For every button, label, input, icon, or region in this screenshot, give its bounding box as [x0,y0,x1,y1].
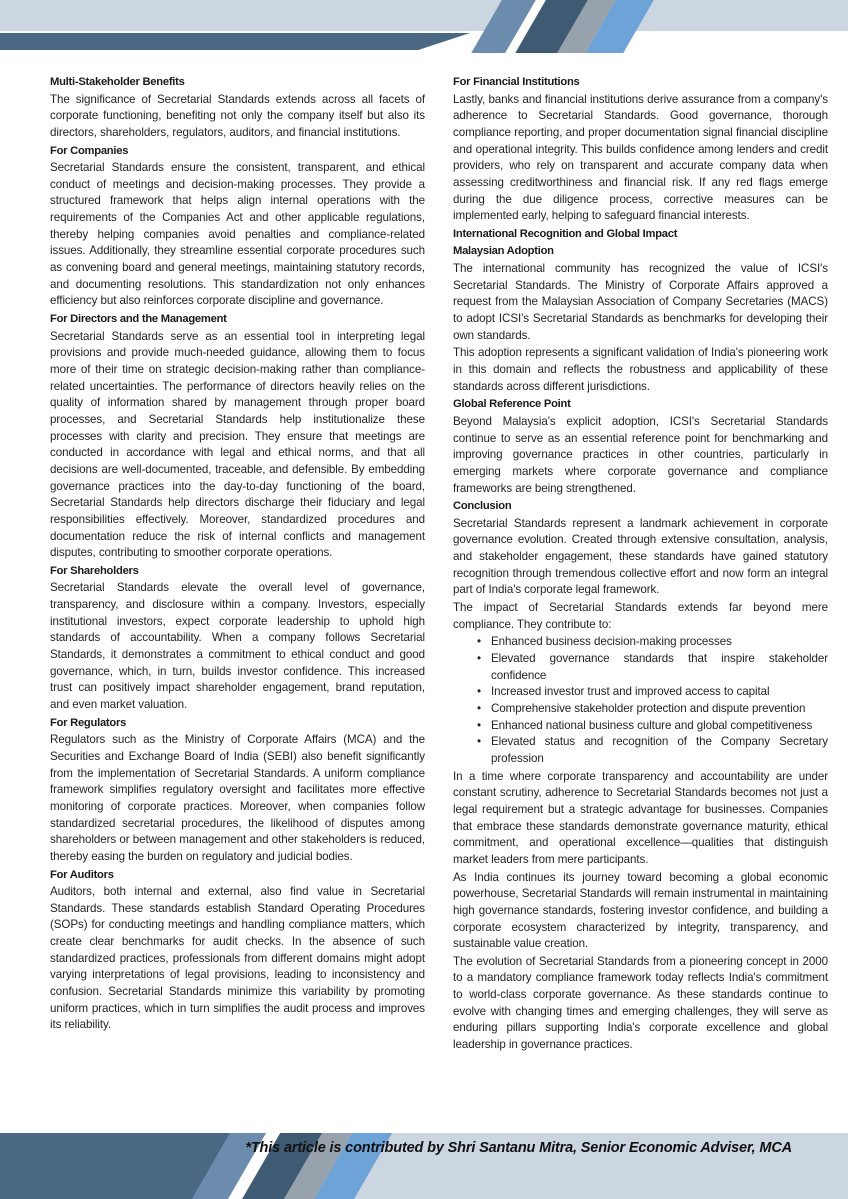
section-heading-for-shareholders: For Shareholders [50,564,139,577]
section-heading-for-directors-and-the-management: For Directors and the Management [50,313,227,326]
section-heading-conclusion: Conclusion [453,500,512,513]
list-item: • Elevated governance standards that inspire stakeholder confidence [491,651,828,684]
list-item: • Comprehensive stakeholder protection and dispute prevention [491,701,828,718]
footer-attribution: *This article is contributed by Shri Santanu Mitra, Senior Economic Adviser, MCA [245,1140,792,1156]
paragraph-conclusion-lead-in: The impact of Secretarial Standards extends far beyond mere compliance. They contribute to: [453,601,828,631]
paragraph-conclusion-3: As India continues its journey toward becoming a global economic powerhouse, Secretarial Standards will remain instrumental in maintaining high governance standards, fostering investor confidence, and building a corporate ecosystem characterized by integrity, transparency, and sustainable value creation. [453,870,828,951]
paragraph-for-directors-and-the-management: Secretarial Standards serve as an essential tool in interpreting legal provisions and provide much-needed guidance, allowing them to focus more of their time on strategic decision-making rather than compliance-related uncertainties. The performance of directors heavily relies on the quality of information shared by management through proper board processes, and Secretarial Standards help institutionalize these processes with clarity and precision. They ensure that meetings are conducted in accordance with legal and ethical norms, and that all decisions are well-documented, traceable, and defensible. By embedding governance practices into the day-to-day functioning of the board, Secretarial Standards help directors discharge their fiduciary and legal responsibilities effectively. Moreover, standardized procedures and documentation reduce the risk of internal conflicts and management disputes, contributing to smoother corporate operations. [50,329,425,560]
paragraph-for-financial-institutions: Lastly, banks and financial institutions derive assurance from a company's adherence to Secretarial Standards. Good governance, thorough compliance reporting, and proper documentation signal financial discipline and operational integrity. This builds confidence among lenders and credit providers, who rely on transparent and accurate company data when assessing creditworthiness and financial risk. If any red flags emerge during the due diligence process, corrective measures can be implemented early, helping to safeguard financial interests. [453,92,828,223]
paragraph-global-reference-point: Beyond Malaysia's explicit adoption, ICSI's Secretarial Standards continue to serve as an essential reference point for benchmarking and improving governance practices in other countries, particularly in emerging markets where corporate governance and compliance frameworks are being strengthened. [453,414,828,495]
left-column [50,74,425,1124]
paragraph-conclusion-4: The evolution of Secretarial Standards from a pioneering concept in 2000 to a mandatory compliance framework today reflects India's commitment to world-class corporate governance. As these standards continue to evolve with changing times and emerging challenges, they will serve as enduring pillars supporting India's corporate excellence and global leadership in governance practices. [453,954,828,1052]
paragraph-for-companies: Secretarial Standards ensure the consistent, transparent, and ethical conduct of meetings and decision-making processes. They provide a structured framework that helps align internal operations with the requirements of the Companies Act and other applicable regulations, thereby helping companies avoid penalties and compliance-related issues. Additionally, they streamline essential corporate procedures such as convening board and general meetings, maintaining statutory records, and documenting resolutions. This standardization not only enhances efficiency but also reinforces corporate discipline and governance. [50,161,425,308]
section-heading-for-regulators: For Regulators [50,716,127,729]
list-item: • Elevated status and recognition of the Company Secretary profession [491,734,828,767]
header-diagonal-stripes [470,0,848,53]
section-heading-international-recognition-and-global-impact: International Recognition and Global Impact [453,227,678,240]
paragraph-for-auditors: Auditors, both internal and external, also find value in Secretarial Standards. These standards establish Standard Operating Procedures (SOPs) for conducting meetings and handling compliance matters, which create clear benchmarks for audit checks. In the absence of such standardized practices, professionals from different domains might adopt varying interpretations of legal provisions, leading to inconsistency and confusion. Secretarial Standards minimize this variability by promoting uniform practices, which in turn simplifies the audit process and improves its reliability. [50,885,425,1032]
section-heading-malaysian-adoption: Malaysian Adoption [453,245,554,258]
paragraph-for-shareholders: Secretarial Standards elevate the overall level of governance, transparency, and disclosure within a company. Investors, especially institutional investors, expect corporate leadership to uphold high standards of accountability. When a company follows Secretarial Standards, it demonstrates a commitment to ethical conduct and good governance, which, in turn, builds investor confidence. This increased trust can positively impact shareholder engagement, brand reputation, and even market valuation. [50,581,425,712]
section-heading-global-reference-point: Global Reference Point [453,398,571,411]
section-heading-for-financial-institutions: For Financial Institutions [453,76,580,88]
paragraph-conclusion-1: Secretarial Standards represent a landmark achievement in corporate governance evolution. Created through extensive consultation, analysis, and stakeholder engagement, these standards have gained statutory recognition through tremendous collective effort and now form an integral part of India's corporate legal framework. [453,516,828,597]
section-heading-for-companies: For Companies [50,144,129,157]
section-heading-for-auditors: For Auditors [50,868,114,881]
header-slate-bar [0,33,470,50]
list-item: • Enhanced national business culture and global competitiveness [491,718,828,735]
paragraph-multi-stakeholder-benefits: The significance of Secretarial Standards extends across all facets of corporate functioning, benefiting not only the company itself but also its directors, shareholders, regulators, auditors, and financial institutions. [50,92,425,139]
section-heading-multi-stakeholder-benefits: Multi-Stakeholder Benefits [50,76,185,88]
paragraph-malaysian-adoption-1: The international community has recognized the value of ICSI's Secretarial Standards. The Ministry of Corporate Affairs approved a request from the Malaysian Association of Company Secretaries (MACS) to adopt ICSI's Secretarial Standards as benchmarks for developing their own standards. [453,262,828,342]
paragraph-malaysian-adoption-2: This adoption represents a significant validation of India's pioneering work in this domain and reflects the robustness and applicability of these standards across different jurisdictions. [453,346,828,393]
right-column [453,74,828,1124]
list-item: • Increased investor trust and improved access to capital [491,684,828,701]
paragraph-for-regulators: Regulators such as the Ministry of Corporate Affairs (MCA) and the Securities and Exchange Board of India (SEBI) also benefit significantly from the implementation of Secretarial Standards. A uniform compliance framework simplifies regulatory oversight and facilitates more effective monitoring of corporate practices. Moreover, when companies follow standardized secretarial procedures, the likelihood of disputes among shareholders or between management and other stakeholders is reduced, thereby easing the burden on regulatory and judicial bodies. [50,733,425,863]
list-item: • Enhanced business decision-making processes [491,634,828,651]
paragraph-conclusion-2: In a time where corporate transparency and accountability are under constant scrutiny, adherence to Secretarial Standards becomes not just a legal requirement but a strategic advantage for businesses. Companies that embrace these standards demonstrate governance maturity, ethical commitment, and operational excellence—qualities that distinguish market leaders from mere participants. [453,769,828,866]
article-body [0,74,848,1124]
contributions-list [453,634,828,767]
